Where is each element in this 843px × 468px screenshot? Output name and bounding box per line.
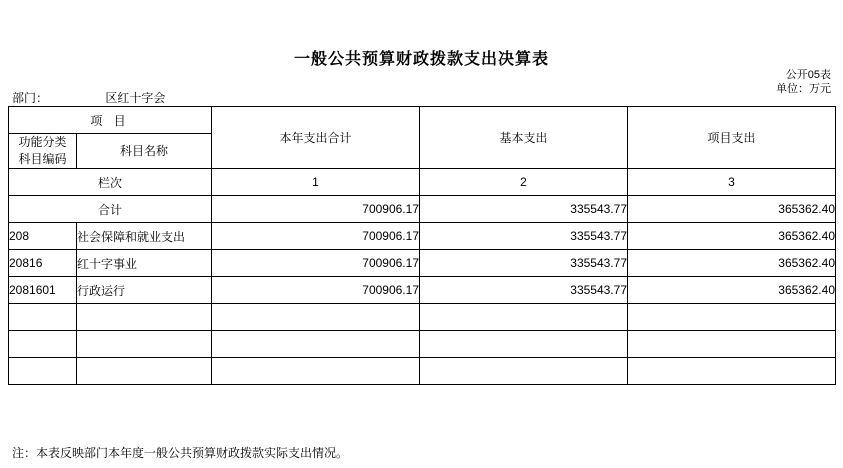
table-row xyxy=(9,223,836,250)
row-total xyxy=(212,358,420,385)
row-name: 红十字事业 xyxy=(77,250,212,277)
form-meta xyxy=(776,68,831,96)
row-basic: 335543.77 xyxy=(420,196,628,223)
row-basic xyxy=(420,358,628,385)
header-col-code-line1: 功能分类 xyxy=(18,135,67,149)
row-total: 700906.17 xyxy=(212,250,420,277)
row-name: 行政运行 xyxy=(77,277,212,304)
row-name: 社会保障和就业支出 xyxy=(77,223,212,250)
header-col-total: 本年支出合计 xyxy=(212,107,420,169)
row-project: 365362.40 xyxy=(628,223,836,250)
row-project xyxy=(628,331,836,358)
row-project: 365362.40 xyxy=(628,277,836,304)
row-total: 700906.17 xyxy=(212,277,420,304)
header-col-name: 科目名称 xyxy=(77,134,212,169)
row-total: 700906.17 xyxy=(212,223,420,250)
row-code: 208 xyxy=(9,223,77,250)
row-code xyxy=(9,358,77,385)
header-col-project: 项目支出 xyxy=(628,107,836,169)
row-basic: 335543.77 xyxy=(420,250,628,277)
row-code: 2081601 xyxy=(9,277,77,304)
row-project xyxy=(628,304,836,331)
row-code xyxy=(9,304,77,331)
row-project: 365362.40 xyxy=(628,196,836,223)
row-name xyxy=(77,331,212,358)
table-row xyxy=(9,304,836,331)
rank-3: 3 xyxy=(628,169,836,196)
row-code: 20816 xyxy=(9,250,77,277)
budget-expenditure-table xyxy=(8,106,836,385)
table-row xyxy=(9,277,836,304)
unit-note: 单位：万元 xyxy=(776,83,831,95)
row-code xyxy=(9,331,77,358)
header-col-code xyxy=(9,134,77,169)
header-item-group: 项 目 xyxy=(9,107,212,134)
table-row xyxy=(9,250,836,277)
department-value: 区红十字会 xyxy=(105,91,166,105)
department-line xyxy=(12,89,165,106)
row-basic: 335543.77 xyxy=(420,223,628,250)
table-row xyxy=(9,331,836,358)
row-project xyxy=(628,358,836,385)
row-project: 365362.40 xyxy=(628,250,836,277)
rank-label: 栏次 xyxy=(9,169,212,196)
row-name: 合计 xyxy=(9,196,212,223)
row-name xyxy=(77,304,212,331)
table-row xyxy=(9,358,836,385)
row-basic xyxy=(420,304,628,331)
rank-2: 2 xyxy=(420,169,628,196)
row-basic: 335543.77 xyxy=(420,277,628,304)
department-label: 部门： xyxy=(12,91,49,105)
rank-1: 1 xyxy=(212,169,420,196)
table-rank-row xyxy=(9,169,836,196)
form-code: 公开05表 xyxy=(785,69,831,81)
row-total xyxy=(212,331,420,358)
header-col-basic: 基本支出 xyxy=(420,107,628,169)
row-basic xyxy=(420,331,628,358)
row-total xyxy=(212,304,420,331)
footnote: 注：本表反映部门本年度一般公共预算财政拨款实际支出情况。 xyxy=(12,446,349,460)
table-row xyxy=(9,196,836,223)
header-col-code-line2: 科目编码 xyxy=(18,152,67,166)
table-header-row-item xyxy=(9,107,836,134)
row-name xyxy=(77,358,212,385)
row-total: 700906.17 xyxy=(212,196,420,223)
page-title: 一般公共预算财政拨款支出决算表 xyxy=(293,51,549,68)
